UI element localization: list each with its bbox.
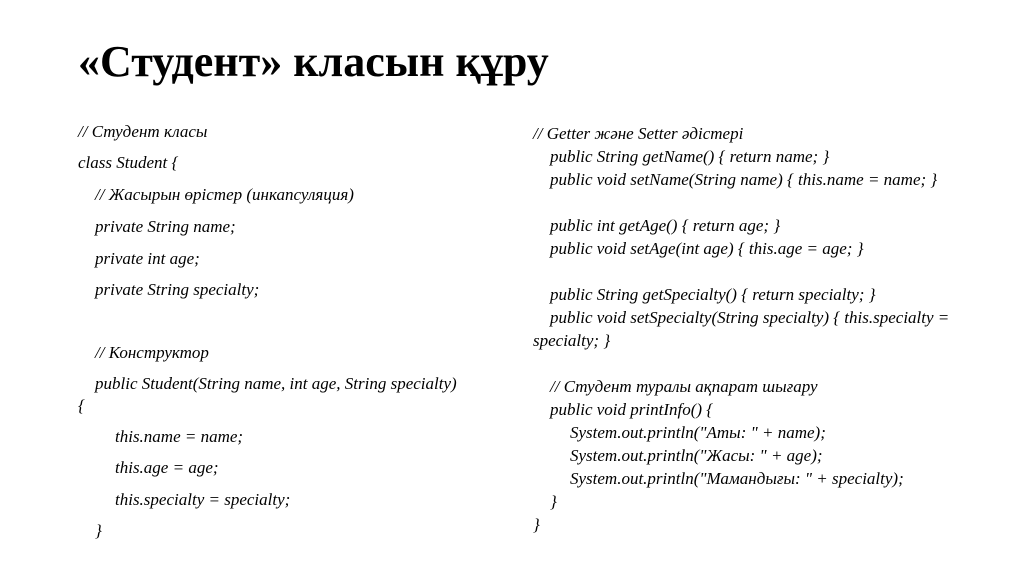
code-line: public void printInfo() { [550, 400, 714, 419]
code-line: public Student(String name, int age, String specialty) [95, 374, 457, 393]
code-line: } [550, 492, 557, 511]
code-line: this.name = name; [115, 427, 244, 446]
code-line: // Студент туралы ақпарат шығару [550, 377, 818, 396]
code-line: System.out.println("Мамандығы: " + specialty); [570, 469, 904, 488]
code-line: } [95, 521, 102, 540]
code-line: // Студент класы [78, 122, 208, 141]
code-line: public String getSpecialty() { return specialty; } [550, 285, 876, 304]
code-line: private String specialty; [95, 280, 260, 299]
slide-title: «Студент» класын құру [78, 37, 549, 86]
code-line: public int getAge() { return age; } [550, 216, 781, 235]
code-line: this.specialty = specialty; [115, 490, 291, 509]
code-line: // Конструктор [95, 343, 209, 362]
code-line: System.out.println("Жасы: " + age); [570, 446, 823, 465]
code-line: // Жасырын өрістер (инкапсуляция) [95, 185, 354, 204]
code-line: // Getter және Setter әдістері [533, 124, 744, 143]
code-line: public void setAge(int age) { this.age = age; } [550, 239, 864, 258]
code-line: class Student { [78, 153, 179, 172]
code-line: public void setSpecialty(String specialty) { this.specialty = [550, 308, 950, 327]
code-line: private int age; [95, 249, 200, 268]
code-line: specialty; } [533, 331, 611, 350]
code-line: { [78, 396, 85, 415]
code-line: private String name; [95, 217, 236, 236]
code-line: public void setName(String name) { this.name = name; } [550, 170, 938, 189]
code-line: System.out.println("Аты: " + name); [570, 423, 826, 442]
code-line: this.age = age; [115, 458, 219, 477]
code-line: public String getName() { return name; } [550, 147, 830, 166]
code-line: } [533, 515, 540, 534]
